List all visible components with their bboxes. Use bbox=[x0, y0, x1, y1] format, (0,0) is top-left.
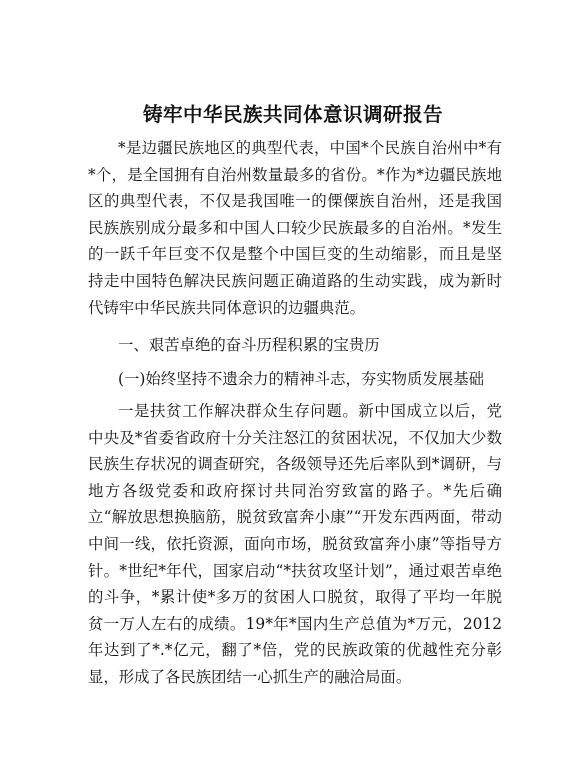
intro-paragraph: *是边疆民族地区的典型代表，中国*个民族自治州中*有*个，是全国拥有自治州数量最多的省份。*作为*边疆民族地区的典型代表，不仅是我国唯一的傈僳族自治州，还是我国民族族别成分最多和中国人口较少民族最多的自治州。*发生的一跃千年巨变不仅是整个中国巨变的生动缩影，而且是坚持走中国特色解决民族问题正确道路的生动实践，成为新时代铸牢中华民族共同体意识的边疆典范。 bbox=[88, 139, 502, 317]
subsection-heading: (一)始终坚持不遗余力的精神斗志，夯实物质发展基础 bbox=[118, 370, 484, 388]
section-heading: 一、艰苦卓绝的奋斗历程积累的宝贵历 bbox=[118, 336, 380, 354]
body-paragraph: 一是扶贫工作解决群众生存问题。新中国成立以后，党中央及*省委省政府十分关注怒江的贫困状况，不仅加大少数民族生存状况的调查研究，各级领导还先后率队到*调研，与地方各级党委和政府探讨共同治穷致富的路子。*先后确立“解放思想换脑筋，脱贫致富奔小康”“开发东西两面，带动中间一线，依托资源，面向市场，脱贫致富奔小康”等指导方针。*世纪*年代，国家启动“*扶贫攻坚计划”，通过艰苦卓绝的斗争，*累计使*多万的贫困人口脱贫，取得了平均一年脱贫一万人左右的成绩。19*年*国内生产总值为*万元，2012 年达到了*.*亿元，翻了*倍，党的民族政策的优越性充分彰显，形成了各民族团结一心抓生产的融洽局面。 bbox=[88, 402, 502, 686]
document-title: 铸牢中华民族共同体意识调研报告 bbox=[142, 103, 443, 126]
